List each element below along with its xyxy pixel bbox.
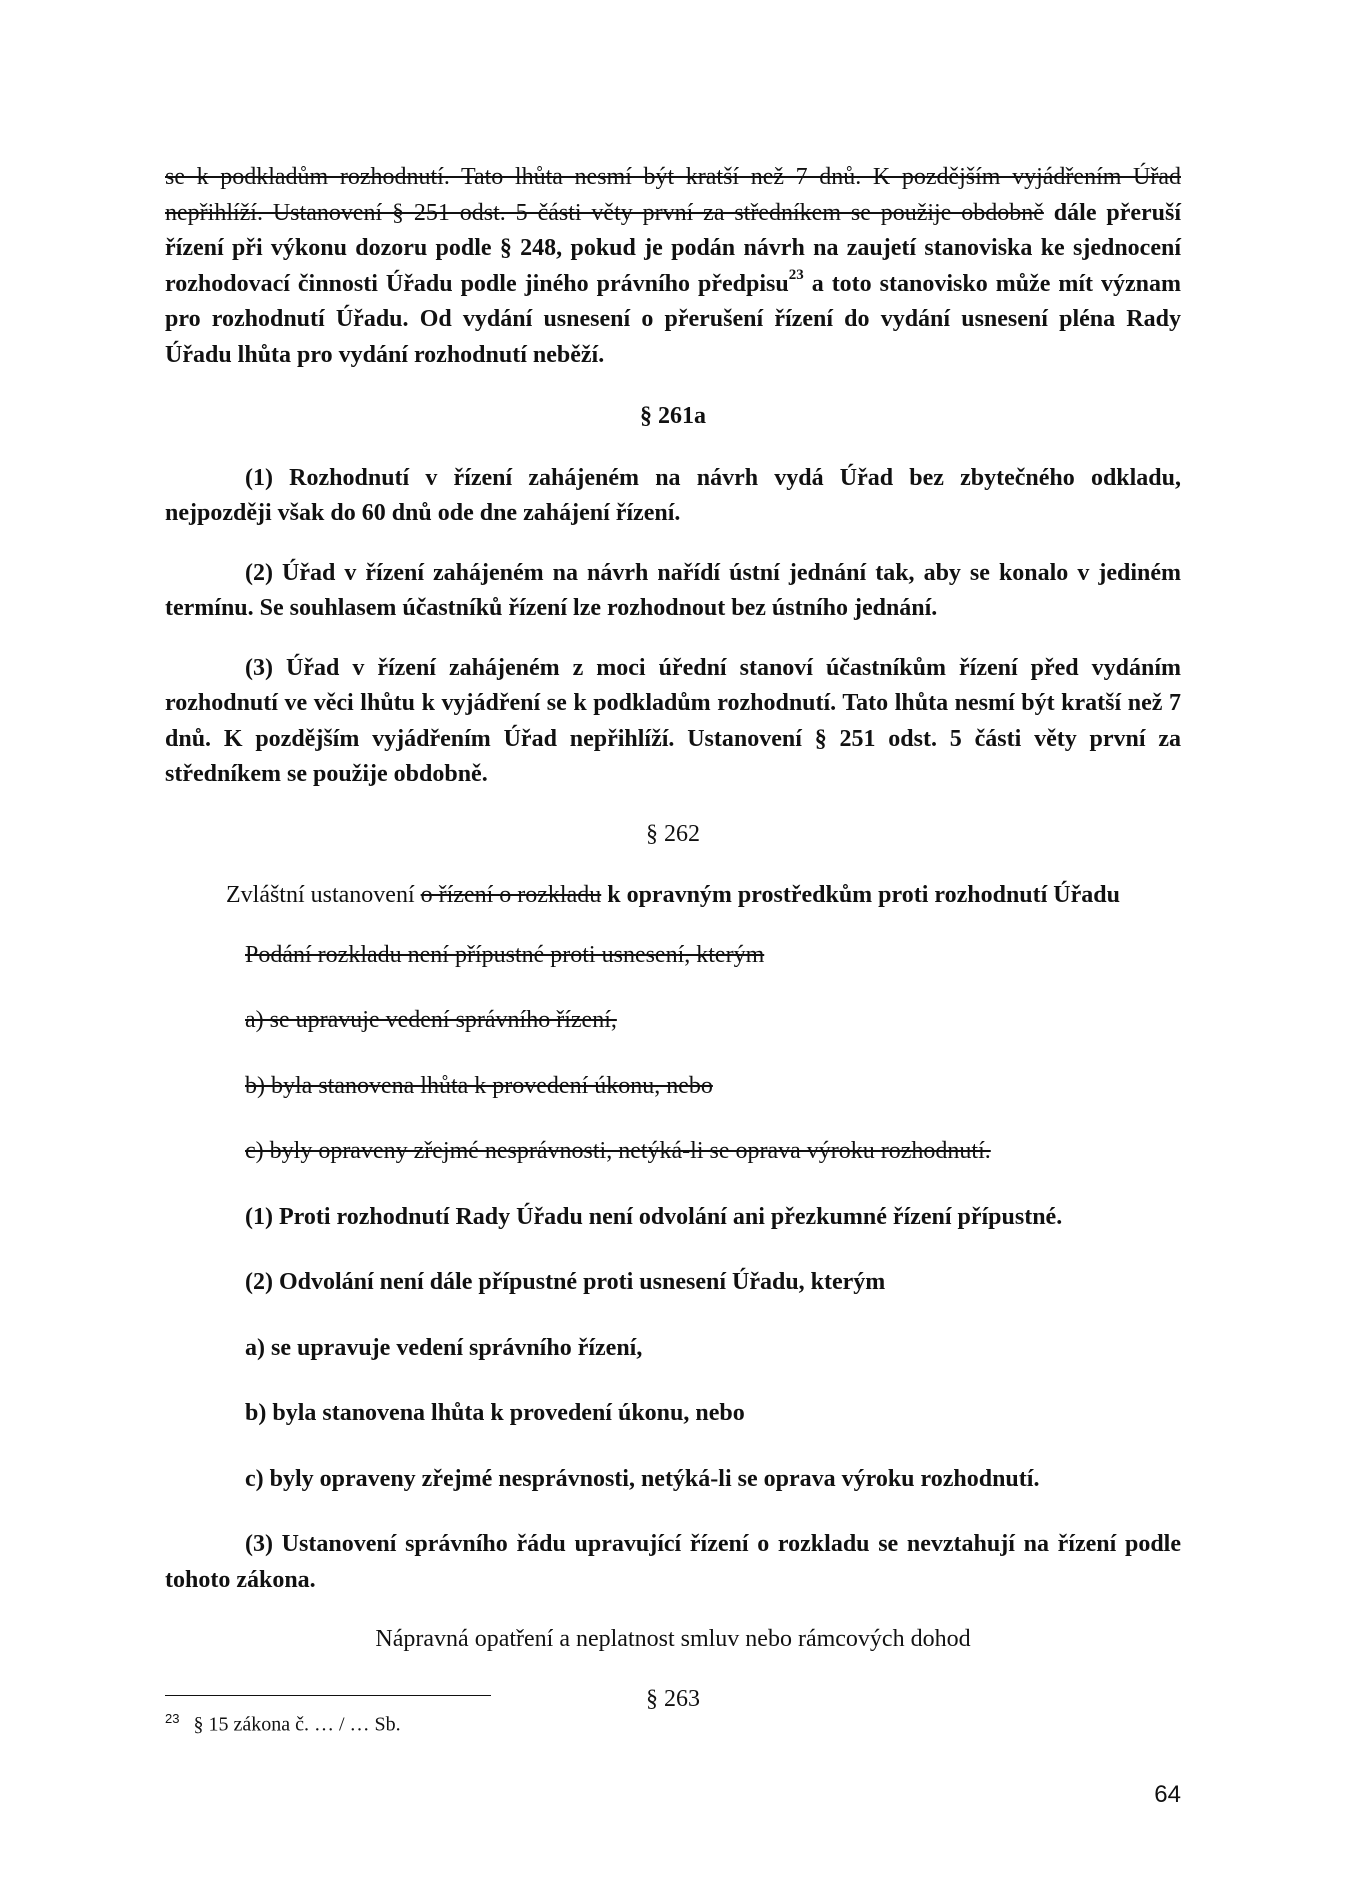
section-heading-262: § 262 (646, 820, 700, 847)
paragraph-261a-3: (3) Úřad v řízení zahájeném z moci úřední stanoví účastníkům řízení před vydáním rozhodnutí ve věci lhůtu k vyjádření se k podkladům rozhodnutí. Tato lhůta nesmí být kratší než 7 dnů. K pozdějším vyjádřením Úřad nepřihlíží. Ustanovení § 251 odst. 5 části věty první za středníkem se použije obdobně. (165, 654, 1181, 787)
footnote-text: § 15 zákona č. … / … Sb. (193, 1713, 401, 1736)
footnote-reference[interactable]: 23 (788, 266, 804, 283)
page-number: 64 (1154, 1781, 1181, 1808)
paragraph-262-3: (3) Ustanovení správního řádu upravující řízení o rozkladu se nevztahují na řízení podle tohoto zákona. (165, 1531, 1181, 1593)
paragraph-261a-1: (1) Rozhodnutí v řízení zahájeném na návrh vydá Úřad bez zbytečného odkladu, nejpozději však do 60 dnů ode dne zahájení řízení. (165, 464, 1181, 526)
inserted-text: a toto stanovisko může mít význam pro rozhodnutí Úřadu. Od vydání usnesení o přerušení řízení do vydání usnesení pléna Rady Úřadu lhůta pro vydání rozhodnutí neběží. (165, 270, 1182, 368)
struck-item-c: c) byly opraveny zřejmé nesprávnosti, netýká-li se oprava výroku rozhodnutí. (245, 1138, 991, 1164)
intro-paragraph (165, 160, 1181, 373)
footnote-separator (165, 1695, 491, 1696)
title-struck-text: o řízení o rozkladu (420, 882, 602, 908)
item-262-b: b) byla stanovena lhůta k provedení úkonu, nebo (245, 1400, 745, 1426)
footnote (165, 1707, 401, 1737)
item-262-c: c) byly opraveny zřejmé nesprávnosti, netýká-li se oprava výroku rozhodnutí. (245, 1465, 1040, 1492)
item-262-a: a) se upravuje vedení správního řízení, (245, 1334, 643, 1361)
paragraph-261a-2: (2) Úřad v řízení zahájeném na návrh nařídí ústní jednání tak, aby se konalo v jediném termínu. Se souhlasem účastníků řízení lze rozhodnout bez ústního jednání. (165, 559, 1181, 621)
struck-text: se k podkladům rozhodnutí. Tato lhůta nesmí být kratší než 7 dnů. K pozdějším vyjádřením Úřad nepřihlíží. Ustanovení § 251 odst. 5 části věty první za středníkem se použije obdobně (165, 164, 1181, 226)
title-inserted-text: k opravným prostředkům proti rozhodnutí Úřadu (601, 882, 1120, 908)
title-plain-text: Zvláštní ustanovení (225, 882, 421, 908)
section-title-263: Nápravná opatření a neplatnost smluv nebo rámcových dohod (375, 1626, 971, 1652)
struck-item-b: b) byla stanovena lhůta k provedení úkonu, nebo (245, 1072, 713, 1099)
struck-lead: Podání rozkladu není přípustné proti usnesení, kterým (245, 941, 765, 968)
section-heading-263: § 263 (646, 1685, 700, 1712)
body-text (165, 160, 1181, 1717)
paragraph-262-2: (2) Odvolání není dále přípustné proti usnesení Úřadu, kterým (245, 1269, 886, 1295)
section-title-262 (165, 878, 1181, 914)
section-heading-261a: § 261a (640, 403, 706, 429)
paragraph-262-1: (1) Proti rozhodnutí Rady Úřadu není odvolání ani přezkumné řízení přípustné. (245, 1203, 1063, 1230)
inserted-text: dále přeruší řízení při výkonu dozoru podle § 248, pokud je podán návrh na zaujetí stanoviska ke sjednocení rozhodovací činnosti Úřadu podle jiného právního předpisu (165, 199, 1182, 297)
struck-item-a: a) se upravuje vedení správního řízení, (245, 1007, 617, 1033)
footnote-mark: 23 (165, 1711, 180, 1726)
